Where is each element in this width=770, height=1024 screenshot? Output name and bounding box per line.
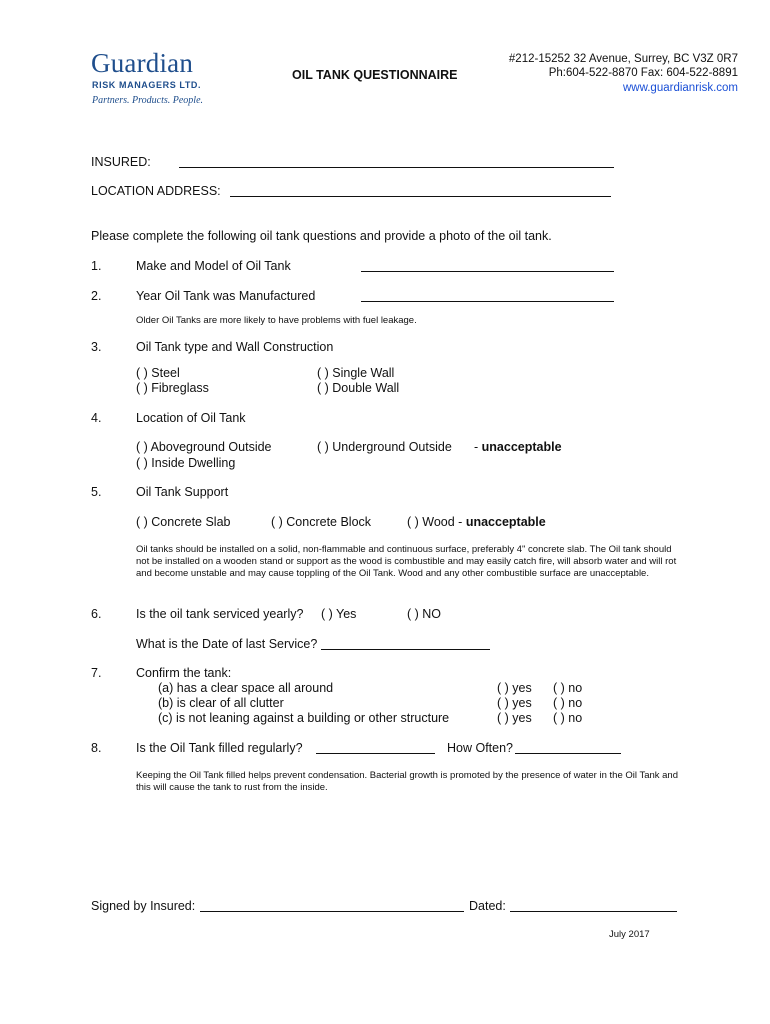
insured-label: INSURED: [91,155,151,169]
question-5-number: 5. [91,485,102,499]
question-5-note: Oil tanks should be installed on a solid, non-flammable and continuous surface, preferably 4" concrete slab. The Oil tank should not be installed on a wooden stand or support as the wood is combustible and may easily catch fire, will absorb water and will rot and become unstable and may cause toppling of the Oil Tank. Wood and any other combustible surface are unacceptable. [136,544,677,579]
confirm-item-c-no[interactable]: ( ) no [553,711,583,725]
question-4-number: 4. [91,411,102,425]
signed-by-insured-label: Signed by Insured: [91,899,196,913]
footer-date: July 2017 [609,929,650,940]
question-6-number: 6. [91,607,102,621]
confirm-item-a-no[interactable]: ( ) no [553,681,583,695]
how-often-label: How Often? [447,741,514,755]
unacceptable-label: unacceptable [465,515,546,529]
unacceptable-label: unacceptable [481,440,562,454]
confirm-item-a-yes[interactable]: ( ) yes [497,681,532,695]
option-concrete-slab[interactable]: ( ) Concrete Slab [136,515,231,529]
company-address: #212-15252 32 Avenue, Surrey, BC V3Z 0R7 [508,53,738,65]
location-address-label: LOCATION ADDRESS: [91,184,221,198]
option-wood-label: ( ) Wood - [407,515,466,529]
question-2-text: Year Oil Tank was Manufactured [136,289,316,303]
question-2-number: 2. [91,289,102,303]
confirm-item-c: (c) is not leaning against a building or other structure [158,711,450,725]
option-aboveground-outside[interactable]: ( ) Aboveground Outside [136,440,272,454]
confirm-item-b-no[interactable]: ( ) no [553,696,583,710]
intro-text: Please complete the following oil tank questions and provide a photo of the oil tank. [91,229,552,243]
confirm-item-a: (a) has a clear space all around [158,681,334,695]
dated-label: Dated: [469,899,506,913]
confirm-item-b: (b) is clear of all clutter [158,696,284,710]
question-6-text: Is the oil tank serviced yearly? [136,607,304,621]
last-service-date-label: What is the Date of last Service? [136,637,318,651]
how-often-input-line[interactable] [515,753,621,754]
question-5-text: Oil Tank Support [136,485,229,499]
underground-warning [474,440,562,454]
question-3-number: 3. [91,340,102,354]
insured-input-line[interactable] [179,167,614,168]
warning-dash: - [474,440,482,454]
option-inside-dwelling[interactable]: ( ) Inside Dwelling [136,456,236,470]
option-concrete-block[interactable]: ( ) Concrete Block [271,515,372,529]
question-2-note: Older Oil Tanks are more likely to have problems with fuel leakage. [136,315,417,326]
option-wood[interactable] [407,515,546,529]
company-logo-name: Guardian [91,48,194,78]
question-1-number: 1. [91,259,102,273]
question-1-text: Make and Model of Oil Tank [136,259,291,273]
location-address-input-line[interactable] [230,196,611,197]
company-website-link[interactable]: www.guardianrisk.com [622,82,738,94]
make-model-input-line[interactable] [361,271,614,272]
question-7-number: 7. [91,666,102,680]
company-logo-subtitle: RISK MANAGERS LTD. [92,80,202,90]
question-7-text: Confirm the tank: [136,666,232,680]
filled-regularly-input-line[interactable] [316,753,435,754]
confirm-item-c-yes[interactable]: ( ) yes [497,711,532,725]
question-8-text: Is the Oil Tank filled regularly? [136,741,303,755]
option-single-wall[interactable]: ( ) Single Wall [317,366,395,380]
form-title: OIL TANK QUESTIONNAIRE [292,68,458,82]
option-steel[interactable]: ( ) Steel [136,366,180,380]
option-fibreglass[interactable]: ( ) Fibreglass [136,381,209,395]
dated-input-line[interactable] [510,911,677,912]
signature-input-line[interactable] [200,911,464,912]
option-serviced-yes[interactable]: ( ) Yes [321,607,357,621]
question-8-note: Keeping the Oil Tank filled helps prevent condensation. Bacterial growth is promoted by the presence of water in the Oil Tank and this will cause the tank to rust from the inside. [136,770,678,793]
option-double-wall[interactable]: ( ) Double Wall [317,381,400,395]
option-underground-outside[interactable]: ( ) Underground Outside [317,440,452,454]
question-8-number: 8. [91,741,102,755]
option-serviced-no[interactable]: ( ) NO [407,607,442,621]
year-manufactured-input-line[interactable] [361,301,614,302]
confirm-item-b-yes[interactable]: ( ) yes [497,696,532,710]
question-3-text: Oil Tank type and Wall Construction [136,340,334,354]
question-4-text: Location of Oil Tank [136,411,246,425]
company-tagline: Partners. Products. People. [92,95,204,106]
last-service-date-input-line[interactable] [321,649,490,650]
company-phone-fax: Ph:604-522-8870 Fax: 604-522-8891 [548,67,738,79]
